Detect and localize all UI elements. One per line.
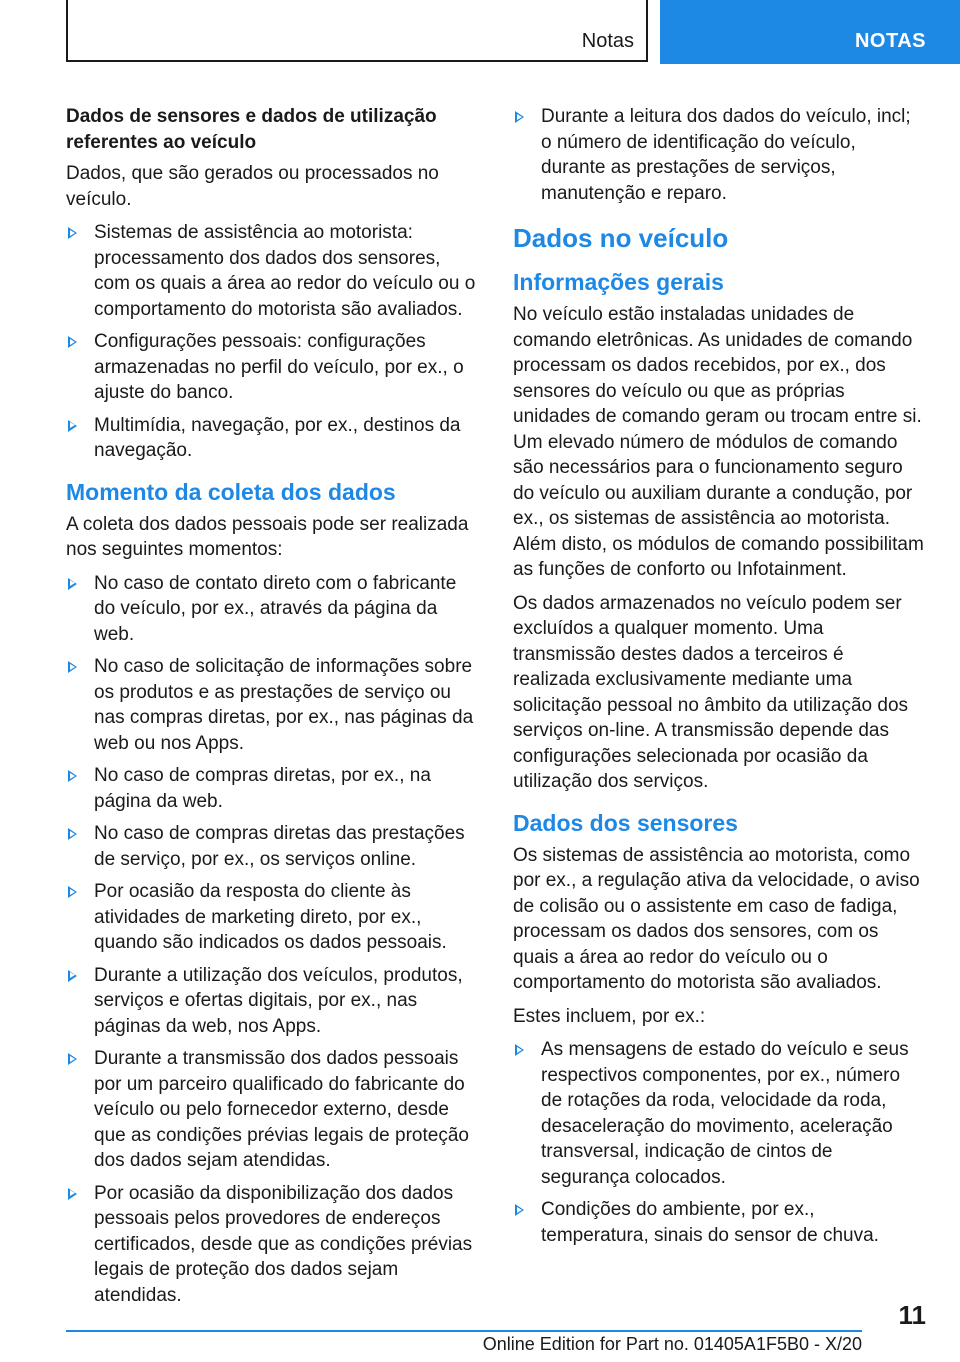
triangle-bullet-icon bbox=[66, 659, 78, 673]
triangle-bullet-icon bbox=[66, 768, 78, 782]
list-item: Por ocasião da disponibilização dos dados pessoais pelos provedores de endereços certificados, desde que as condições prévias legais de proteção dos dados sejam atendidas. bbox=[66, 1181, 478, 1309]
heading-vehicle-data: Dados no veículo bbox=[513, 223, 729, 253]
list-item: Condições do ambiente, por ex., temperatura, sinais do sensor de chuva. bbox=[513, 1197, 925, 1248]
heading-sensor-data: Dados dos sensores bbox=[513, 809, 738, 836]
list-item: Durante a transmissão dos dados pessoais por um parceiro qualificado do fabricante do veículo ou pelo fornecedor externo, desde que as condições prévias legais de proteção dos dados sejam atendidas. bbox=[66, 1046, 478, 1174]
list-item: No caso de compras diretas, por ex., na página da web. bbox=[66, 763, 478, 814]
list-item: Por ocasião da resposta do cliente às atividades de marketing direto, por ex., quando são indicados os dados pessoais. bbox=[66, 879, 478, 956]
intro-paragraph: Dados, que são gerados ou processados no veículo. bbox=[66, 163, 439, 210]
triangle-bullet-icon bbox=[66, 334, 78, 348]
general-info-paragraph-1: No veículo estão instaladas unidades de comando eletrônicas. As unidades de comando processam os dados recebidos, por ex., dos sensores do veículo ou que as próprias unidades de comando geram ou trocam entre si. Um elevado número de módulos de comando são necessários para o funcionamento seguro do veículo ou auxiliam durante a condução, por ex., os sistemas de assistência ao motorista. Além disto, os módulos de comando possibilitam as funções de conforto ou Infotainment. bbox=[513, 304, 924, 580]
right-column bbox=[513, 104, 925, 1255]
footer-divider bbox=[66, 1330, 862, 1332]
header-section-box bbox=[66, 0, 648, 62]
list-continued bbox=[513, 104, 925, 206]
list-item: Multimídia, navegação, por ex., destinos da navegação. bbox=[66, 413, 478, 464]
subheading-sensor-data: Dados de sensores e dados de utilização referentes ao veículo bbox=[66, 106, 437, 153]
triangle-bullet-icon bbox=[66, 1186, 78, 1200]
triangle-bullet-icon bbox=[66, 225, 78, 239]
triangle-bullet-icon bbox=[66, 418, 78, 432]
header-tab-label: NOTAS bbox=[854, 30, 926, 52]
list-sensor-examples bbox=[513, 1037, 925, 1248]
list-item: Durante a utilização dos veículos, produtos, serviços e ofertas digitais, por ex., nas páginas da web, nos Apps. bbox=[66, 963, 478, 1040]
list-data-types bbox=[66, 220, 478, 464]
section-label: Notas bbox=[581, 30, 634, 52]
heading-collection-moment: Momento da coleta dos dados bbox=[66, 478, 396, 505]
collection-paragraph: A coleta dos dados pessoais pode ser realizada nos seguintes momentos: bbox=[66, 513, 469, 560]
triangle-bullet-icon bbox=[66, 1051, 78, 1065]
sensor-paragraph: Os sistemas de assistência ao motorista, como por ex., a regulação ativa da velocidade, o aviso de colisão ou o assistente em caso de fadiga, processam os dados dos sensores, com os quais a área ao redor do veículo ou o comportamento do motorista são avaliados. bbox=[513, 844, 920, 993]
triangle-bullet-icon bbox=[513, 1202, 525, 1216]
general-info-paragraph-2: Os dados armazenados no veículo podem ser excluídos a qualquer momento. Uma transmissão destes dados a terceiros é realizada exclusivamente mediante uma solicitação pessoal no âmbito da utilização dos serviços on-line. A transmissão depende das configurações selecionada por ocasião da utilização dos serviços. bbox=[513, 592, 909, 792]
triangle-bullet-icon bbox=[513, 1042, 525, 1056]
sensor-examples-intro: Estes incluem, por ex.: bbox=[513, 1005, 706, 1027]
heading-general-info: Informações gerais bbox=[513, 269, 724, 295]
list-item: No caso de solicitação de informações sobre os produtos e as prestações de serviço ou nas compras diretas, por ex., nas páginas da web ou nos Apps. bbox=[66, 654, 478, 756]
triangle-bullet-icon bbox=[66, 968, 78, 982]
triangle-bullet-icon bbox=[66, 884, 78, 898]
list-item: No caso de contato direto com o fabricante do veículo, por ex., através da página da web. bbox=[66, 571, 478, 648]
list-item: As mensagens de estado do veículo e seus respectivos componentes, por ex., número de rotações da roda, velocidade da roda, desaceleração do movimento, aceleração transversal, indicação de cintos de segurança colocados. bbox=[513, 1037, 925, 1190]
triangle-bullet-icon bbox=[513, 109, 525, 123]
list-item: Configurações pessoais: configurações armazenadas no perfil do veículo, por ex., o ajuste do banco. bbox=[66, 329, 478, 406]
triangle-bullet-icon bbox=[66, 826, 78, 840]
list-item: Durante a leitura dos dados do veículo, incl; o número de identificação do veículo, durante as prestações de serviços, manutenção e reparo. bbox=[513, 104, 925, 206]
list-item: Sistemas de assistência ao motorista: processamento dos dados dos sensores, com os quais a área ao redor do veículo ou o comportamento do motorista são avaliados. bbox=[66, 220, 478, 322]
triangle-bullet-icon bbox=[66, 576, 78, 590]
list-item: No caso de compras diretas das prestações de serviço, por ex., os serviços online. bbox=[66, 821, 478, 872]
list-collection-moments bbox=[66, 571, 478, 1309]
page-number: 11 bbox=[898, 1300, 926, 1330]
left-column bbox=[66, 104, 478, 1315]
footer-edition: Online Edition for Part no. 01405A1F5B0 - X/20 bbox=[482, 1334, 862, 1354]
header-tab[interactable] bbox=[660, 0, 960, 64]
